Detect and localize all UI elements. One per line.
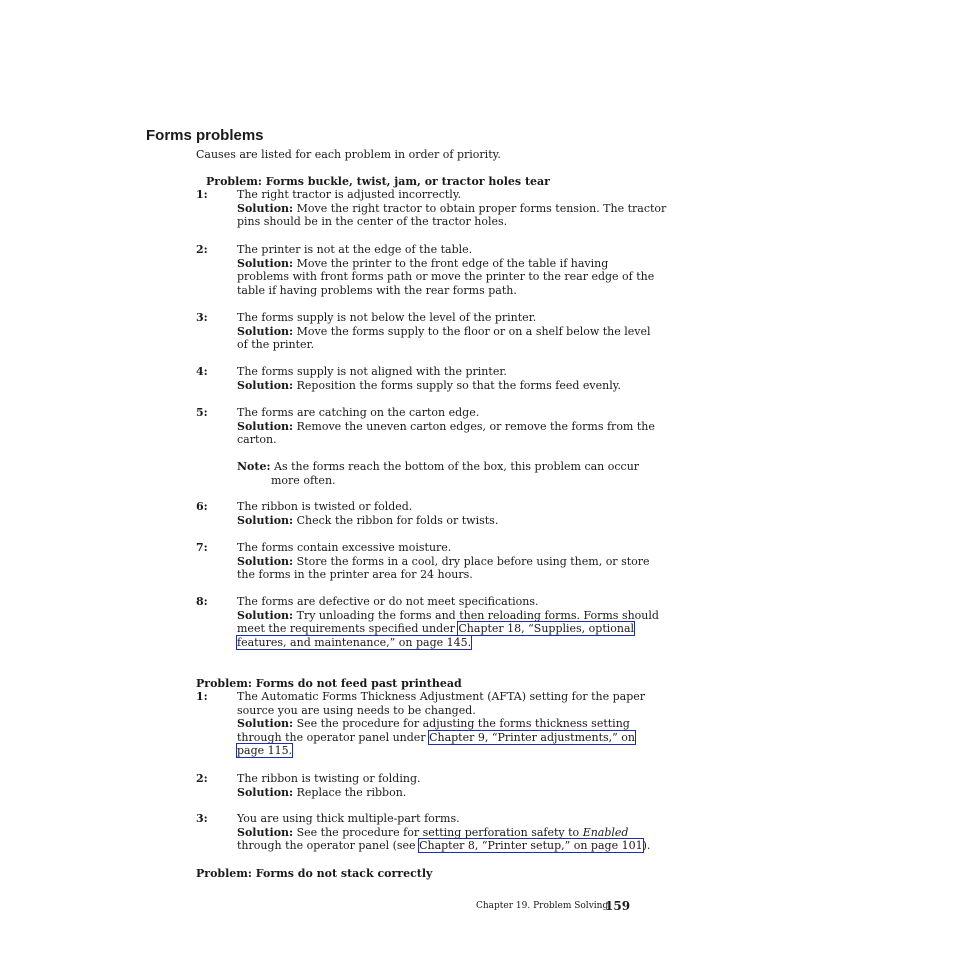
solution-text: meet the requirements specified under [237, 622, 459, 636]
item-number: 1: [196, 690, 208, 703]
intro-text: Causes are listed for each problem in order of priority. [196, 148, 501, 161]
problem-heading-stack: Problem: Forms do not stack correctly [196, 867, 433, 880]
solution-label: Solution: [237, 513, 294, 527]
cause-text: The ribbon is twisted or folded. [237, 500, 413, 513]
note-label: Note: [237, 460, 271, 474]
solution-text: Remove the uneven carton edges, or remove the forms from the [296, 419, 655, 433]
solution-text: Move the right tractor to obtain proper forms tension. The tractor [296, 201, 667, 215]
solution-label: Solution: [237, 419, 294, 433]
enabled-term: Enabled [582, 825, 629, 839]
solution-label: Solution: [237, 717, 294, 731]
list-item [196, 188, 667, 229]
solution-label: Solution: [237, 608, 294, 622]
list-item [196, 595, 659, 649]
chapter-18-link[interactable]: Chapter 18, “Supplies, optional [458, 622, 635, 636]
solution-text: See the procedure for adjusting the forms thickness setting [296, 717, 630, 731]
cause-text: You are using thick multiple-part forms. [237, 812, 460, 825]
solution-text: Check the ribbon for folds or twists. [296, 513, 499, 527]
solution-label: Solution: [237, 554, 294, 568]
chapter-18-link-continued[interactable]: features, and maintenance,” on page 145. [237, 635, 472, 649]
cause-text: The ribbon is twisting or folding. [237, 772, 421, 785]
solution-text: Move the printer to the front edge of the table if having [296, 256, 609, 270]
list-item [196, 243, 655, 297]
item-number: 7: [196, 541, 208, 554]
problem-heading-buckle: Problem: Forms buckle, twist, jam, or tractor holes tear [206, 175, 550, 188]
solution-label: Solution: [237, 256, 294, 270]
item-number: 5: [196, 406, 208, 419]
solution-label: Solution: [237, 324, 294, 338]
note-text: more often. [271, 473, 336, 487]
page-number: 159 [605, 899, 631, 913]
cause-text: The printer is not at the edge of the table. [237, 243, 473, 256]
item-number: 3: [196, 311, 208, 324]
solution-text: table if having problems with the rear forms path. [237, 283, 517, 297]
item-number: 1: [196, 188, 208, 201]
section-title: Forms problems [146, 127, 264, 144]
list-item [196, 365, 636, 392]
note-block [237, 460, 640, 487]
solution-label: Solution: [237, 378, 294, 392]
item-number: 2: [196, 243, 208, 256]
item-number: 6: [196, 500, 208, 513]
item-number: 2: [196, 772, 208, 785]
solution-text: Move the forms supply to the floor or on a shelf below the level [296, 324, 651, 338]
solution-text: of the printer. [237, 338, 315, 352]
solution-text: Try unloading the forms and then reloading forms. Forms should [296, 608, 659, 622]
cause-text: The Automatic Forms Thickness Adjustment (AFTA) setting for the paper [237, 690, 646, 703]
solution-text: through the operator panel under [237, 730, 430, 744]
item-number: 3: [196, 812, 208, 825]
cause-text: The forms supply is not below the level of the printer. [237, 311, 537, 324]
solution-text: problems with front forms path or move the printer to the rear edge of the [237, 270, 655, 284]
list-item [196, 772, 636, 799]
chapter-9-link[interactable]: Chapter 9, “Printer adjustments,” on [429, 730, 636, 744]
list-item [196, 690, 646, 758]
footer-chapter: Chapter 19. Problem Solving [476, 901, 609, 911]
chapter-9-link-continued[interactable]: page 115. [237, 744, 293, 758]
problem-heading-feed: Problem: Forms do not feed past printhead [196, 677, 462, 690]
list-item [196, 812, 651, 853]
cause-text: The forms supply is not aligned with the printer. [237, 365, 507, 378]
solution-text: Replace the ribbon. [296, 785, 407, 799]
chapter-8-link[interactable]: Chapter 8, “Printer setup,” on page 101 [419, 839, 643, 853]
solution-label: Solution: [237, 825, 294, 839]
cause-text: source you are using needs to be changed. [237, 703, 476, 717]
solution-label: Solution: [237, 785, 294, 799]
solution-text: Store the forms in a cool, dry place before using them, or store [296, 554, 650, 568]
item-number: 8: [196, 595, 208, 608]
cause-text: The forms are defective or do not meet specifications. [237, 595, 539, 608]
solution-text: ). [642, 839, 651, 853]
cause-text: The forms are catching on the carton edge. [237, 406, 480, 419]
list-item [196, 500, 636, 527]
solution-text: the forms in the printer area for 24 hours. [237, 568, 473, 582]
list-item [196, 311, 651, 352]
cause-text: The right tractor is adjusted incorrectly. [237, 188, 462, 201]
item-number: 4: [196, 365, 208, 378]
solution-text: See the procedure for setting perforation safety to [296, 825, 583, 839]
solution-text: through the operator panel (see [237, 839, 420, 853]
list-item [196, 406, 655, 488]
solution-label: Solution: [237, 201, 294, 215]
cause-text: The forms contain excessive moisture. [237, 541, 452, 554]
solution-text: carton. [237, 433, 277, 447]
solution-text: Reposition the forms supply so that the forms feed evenly. [296, 378, 621, 392]
note-text: As the forms reach the bottom of the box, this problem can occur [274, 460, 640, 474]
list-item [196, 541, 650, 582]
solution-text: pins should be in the center of the tractor holes. [237, 215, 508, 229]
